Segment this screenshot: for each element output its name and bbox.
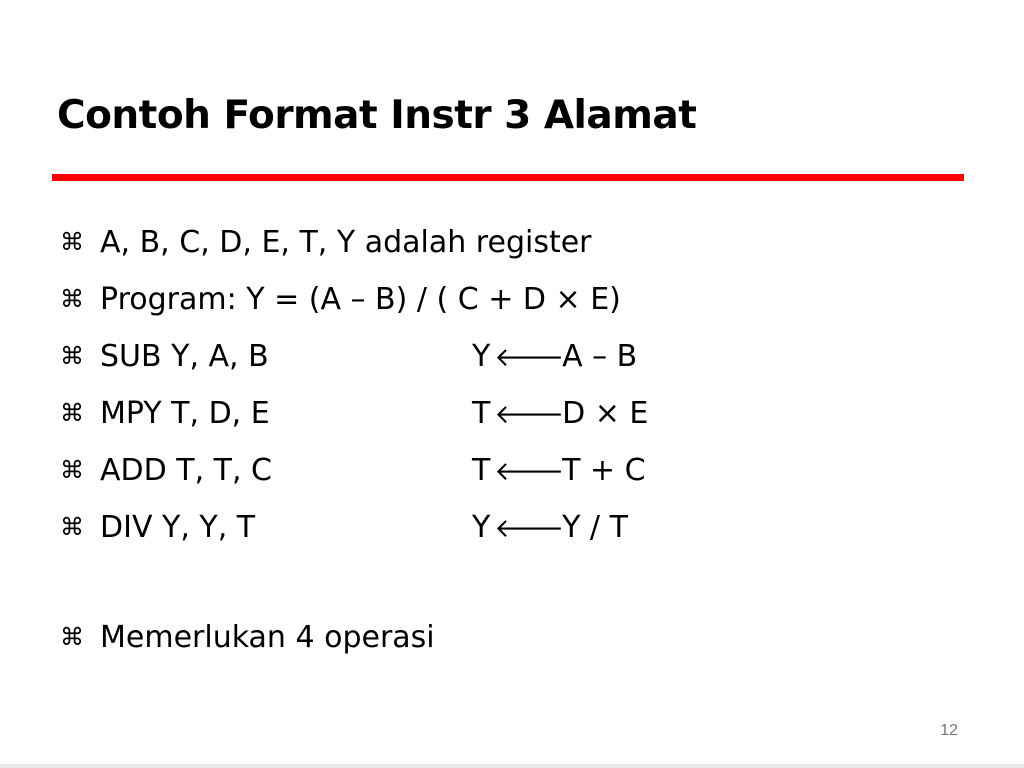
destination-register: T bbox=[472, 453, 491, 488]
slide-title: Contoh Format Instr 3 Alamat bbox=[57, 93, 697, 138]
command-symbol-icon: ⌘ bbox=[60, 513, 84, 541]
instruction-text: ADD T, T, C bbox=[100, 453, 273, 488]
left-arrow-icon: 🡐 bbox=[494, 343, 565, 373]
operation-expression: D × E bbox=[562, 396, 649, 431]
command-symbol-icon: ⌘ bbox=[60, 623, 84, 651]
left-arrow-icon: 🡐 bbox=[494, 457, 565, 487]
left-arrow-icon: 🡐 bbox=[494, 514, 565, 544]
destination-register: Y bbox=[472, 339, 491, 374]
bullet-item-add bbox=[60, 447, 648, 504]
command-symbol-icon: ⌘ bbox=[60, 342, 84, 370]
operation-expression: Y / T bbox=[562, 510, 628, 545]
destination-register: T bbox=[472, 396, 491, 431]
title-underline bbox=[52, 174, 964, 181]
instruction-text: SUB Y, A, B bbox=[100, 339, 269, 374]
bullet-item-mpy bbox=[60, 390, 648, 447]
bullet-text: A, B, C, D, E, T, Y adalah register bbox=[100, 225, 592, 260]
command-symbol-icon: ⌘ bbox=[60, 456, 84, 484]
instruction-text: DIV Y, Y, T bbox=[100, 510, 256, 545]
destination-register: Y bbox=[472, 510, 491, 545]
bullet-item-program bbox=[60, 276, 648, 333]
instruction-text: MPY T, D, E bbox=[100, 396, 270, 431]
bullet-item-sub bbox=[60, 333, 648, 390]
bullet-item-registers bbox=[60, 219, 648, 276]
bullet-item-summary bbox=[60, 614, 648, 671]
bullet-item-div bbox=[60, 504, 648, 561]
command-symbol-icon: ⌘ bbox=[60, 399, 84, 427]
bullet-list bbox=[60, 219, 648, 671]
bottom-divider bbox=[0, 764, 1024, 768]
page-number: 12 bbox=[940, 722, 958, 739]
operation-expression: A – B bbox=[562, 339, 638, 374]
operation-expression: T + C bbox=[562, 453, 646, 488]
command-symbol-icon: ⌘ bbox=[60, 285, 84, 313]
bullet-text: Program: Y = (A – B) / ( C + D × E) bbox=[100, 282, 621, 317]
bullet-text: Memerlukan 4 operasi bbox=[100, 620, 435, 655]
command-symbol-icon: ⌘ bbox=[60, 228, 84, 256]
left-arrow-icon: 🡐 bbox=[494, 400, 565, 430]
